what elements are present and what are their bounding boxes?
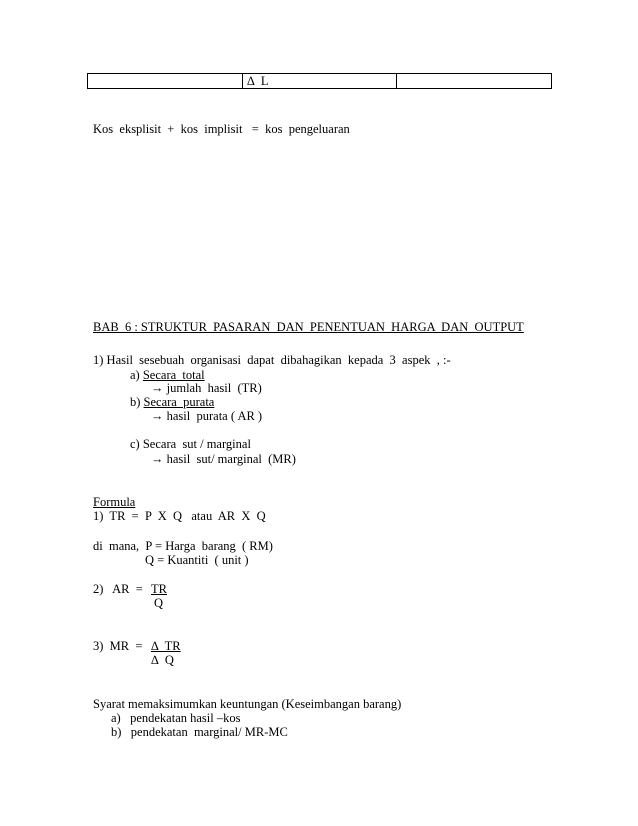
formula-3-lhs: 3) MR = [93,639,143,653]
aspect-b-result: → hasil purata ( AR ) [151,409,263,423]
formula-3-denominator: ∆ Q [151,653,174,667]
formula-2-denominator: Q [154,596,164,610]
aspect-a [130,368,205,382]
aspect-prefix: a) [130,368,143,382]
condition-item: b) pendekatan marginal/ MR-MC [111,725,288,739]
aspect-b [130,395,214,409]
formula-where-p: di mana, P = Harga barang ( RM) [93,539,273,553]
aspect-prefix: b) [130,395,144,409]
formula-3-numerator: ∆ TR [151,639,181,653]
delta-table [87,73,552,89]
aspect-label: Secara purata [143,395,215,409]
aspect-c-result: → hasil sut/ marginal (MR) [151,452,296,466]
cost-equation: Kos eksplisit + kos implisit = kos pengeluaran [93,122,350,136]
condition-item: a) pendekatan hasil –kos [111,711,241,725]
intro-text: 1) Hasil sesebuah organisasi dapat dibahagikan kepada 3 aspek , :- [93,353,451,367]
formula-2-numerator: TR [151,582,167,596]
table-cell: ∆ L [243,74,397,89]
table-cell [397,74,552,89]
aspect-label: Secara total [142,368,205,382]
formula-2-lhs: 2) AR = [93,582,143,596]
table-row [88,74,552,89]
formula-where-q: Q = Kuantiti ( unit ) [145,553,249,567]
aspect-label: Secara sut / marginal [142,437,251,451]
table-cell [88,74,243,89]
formula-1: 1) TR = P X Q atau AR X Q [93,509,266,523]
aspect-a-result: → jumlah hasil (TR) [151,381,262,395]
formula-heading: Formula [93,495,136,509]
aspect-c [130,437,251,451]
conditions-heading: Syarat memaksimumkan keuntungan (Keseimbangan barang) [93,697,402,711]
aspect-prefix: c) [130,437,143,451]
chapter-title: BAB 6 : STRUKTUR PASARAN DAN PENENTUAN HARGA DAN OUTPUT [93,320,524,334]
